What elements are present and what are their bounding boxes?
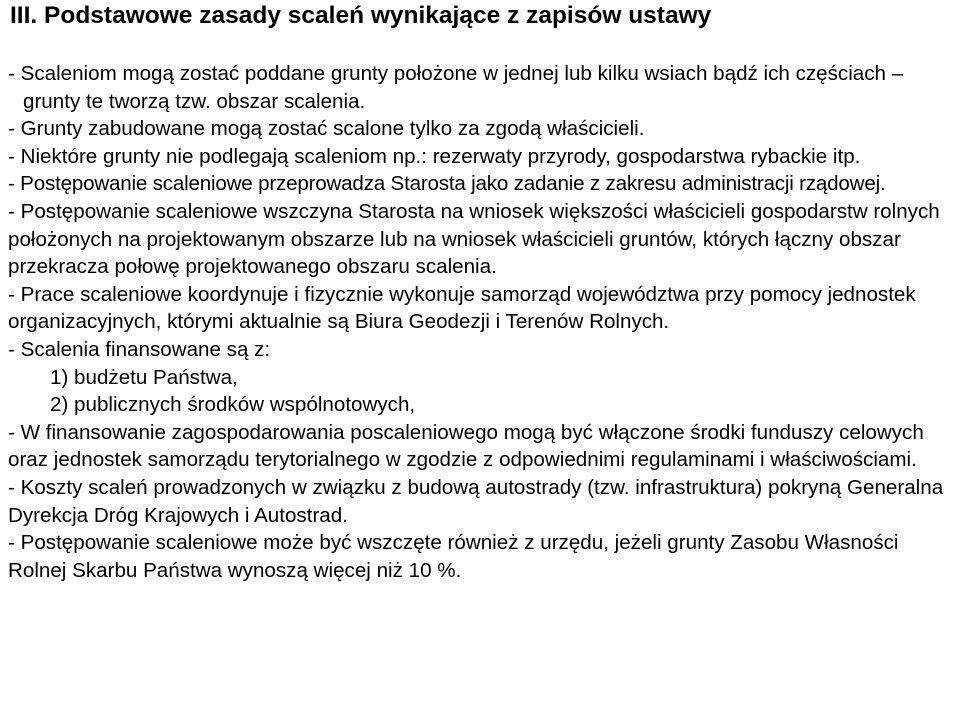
paragraph-zagospodarowanie: - W finansowanie zagospodarowania poscaleniowego mogą być włączone środki funduszy celowych oraz jednostek samorządu terytorialnego w zgodzie z odpowiednimi regulaminami i właściwościami.	[8, 420, 924, 472]
funding-list-item: 1) budżetu Państwa,	[50, 365, 238, 389]
paragraph-finansowanie: - Scalenia finansowane są z:	[8, 337, 271, 361]
paragraph-grunty-zabudowane: - Grunty zabudowane mogą zostać scalone tylko za zgodą właścicieli.	[8, 117, 645, 141]
slide-title: III. Podstawowe zasady scaleń wynikające z zapisów ustawy	[10, 2, 712, 29]
paragraph-starosta-przeprowadza: - Postępowanie scaleniowe przeprowadza Starosta jako zadanie z zakresu administracji rządowej.	[8, 172, 886, 196]
paragraph-wylaczone-grunty: - Niektóre grunty nie podlegają scaleniom np.: rezerwaty przyrody, gospodarstwa rybackie itp.	[8, 144, 861, 168]
paragraph-koszty-autostrady: - Koszty scaleń prowadzonych w związku z budową autostrady (tzw. infrastruktura) pokryną Generalna Dyrekcja Dróg Krajowych i Autostrad.	[8, 475, 944, 527]
paragraph-obszar-scalenia: - Scaleniom mogą zostać poddane grunty położone w jednej lub kilku wsiach bądź ich częściach – grunty te tworzą tzw. obszar scalenia.	[8, 62, 904, 113]
paragraph-wszczecie-na-wniosek: - Postępowanie scaleniowe wszczyna Starosta na wniosek większości właścicieli gospodarstw rolnych położonych na projektowanym obszarze lub na wniosek właścicieli gruntów, których łączny obszar przekracza połowę projektowanego obszaru scalenia.	[8, 199, 940, 279]
funding-list-item: 2) publicznych środków wspólnotowych,	[50, 393, 416, 417]
slide-body	[8, 60, 958, 584]
paragraph-z-urzedu: - Postępowanie scaleniowe może być wszczęte również z urzędu, jeżeli grunty Zasobu Własności Rolnej Skarbu Państwa wynoszą więcej niż 10 %.	[8, 531, 899, 582]
paragraph-prace-scaleniowe: - Prace scaleniowe koordynuje i fizycznie wykonuje samorząd województwa przy pomocy jednostek organizacyjnych, którymi aktualnie są Biura Geodezji i Terenów Rolnych.	[8, 282, 916, 334]
